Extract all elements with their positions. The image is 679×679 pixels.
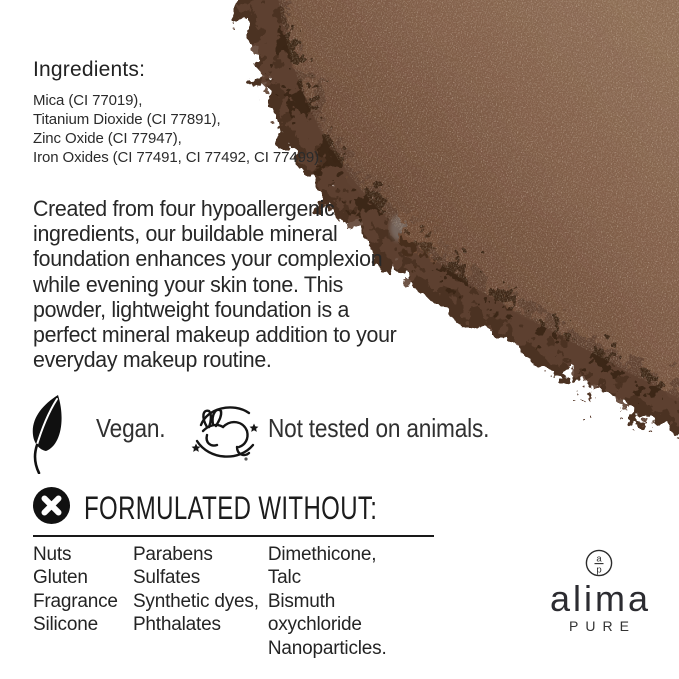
- excluded-item: Silicone: [33, 614, 98, 636]
- brand-logo: [533, 549, 665, 634]
- ingredients-heading: Ingredients:: [33, 58, 146, 81]
- excluded-ingredients-table: [33, 543, 434, 660]
- excluded-item: Parabens: [132, 544, 213, 565]
- excluded-column: [268, 543, 434, 660]
- ingredients-section: [33, 57, 323, 167]
- formulated-without-header: [33, 488, 434, 528]
- divider: [33, 535, 434, 537]
- excluded-item: Gluten: [33, 567, 88, 589]
- excluded-item: Talc: [267, 567, 301, 589]
- description-line: ingredients, our buildable mineral: [33, 221, 338, 247]
- excluded-item: Bismuth oxychloride: [267, 590, 362, 636]
- brand-monogram-icon: [585, 549, 613, 577]
- excluded-item: Nanoparticles.: [267, 637, 387, 659]
- description-line: foundation enhances your complexion: [33, 246, 383, 272]
- excluded-item: Fragrance: [33, 590, 118, 612]
- excluded-column: [33, 543, 133, 660]
- monogram-top-letter: a: [596, 553, 602, 565]
- excluded-item: Nuts: [33, 544, 72, 565]
- vegan-label: Vegan.: [96, 413, 166, 443]
- product-description: [33, 196, 396, 372]
- leaf-icon: [29, 394, 65, 479]
- claims-row: [0, 388, 679, 488]
- leaping-bunny-icon: [186, 400, 262, 469]
- x-circle-icon: [33, 487, 70, 529]
- excluded-item: Dimethicone,: [267, 544, 377, 565]
- excluded-item: Synthetic dyes,: [132, 590, 259, 612]
- monogram-bottom-letter: p: [596, 564, 602, 576]
- formulated-without-section: [33, 488, 434, 660]
- ingredient-line: Titanium Dioxide (CI 77891),: [33, 111, 221, 128]
- excluded-item: Sulfates: [132, 567, 201, 589]
- description-line: Created from four hypoallergenic: [33, 196, 335, 221]
- ingredient-line: Iron Oxides (CI 77491, CI 77492, CI 77499).: [33, 149, 324, 166]
- formulated-without-heading: FORMULATED WITHOUT:: [84, 489, 378, 526]
- description-line: powder, lightweight foundation is a: [33, 296, 350, 322]
- excluded-item: Phthalates: [132, 614, 221, 636]
- not-tested-label: Not tested on animals.: [268, 413, 490, 443]
- excluded-column: [133, 543, 268, 660]
- description-line: everyday makeup routine.: [33, 347, 272, 373]
- description-line: while evening your skin tone. This: [33, 271, 343, 297]
- ingredients-list: [33, 91, 323, 167]
- brand-descriptor: PURE: [569, 618, 636, 634]
- brand-name: alima: [549, 578, 652, 619]
- ingredient-line: Zinc Oxide (CI 77947),: [33, 130, 182, 147]
- ingredient-line: Mica (CI 77019),: [33, 92, 143, 109]
- description-line: perfect mineral makeup addition to your: [33, 322, 397, 348]
